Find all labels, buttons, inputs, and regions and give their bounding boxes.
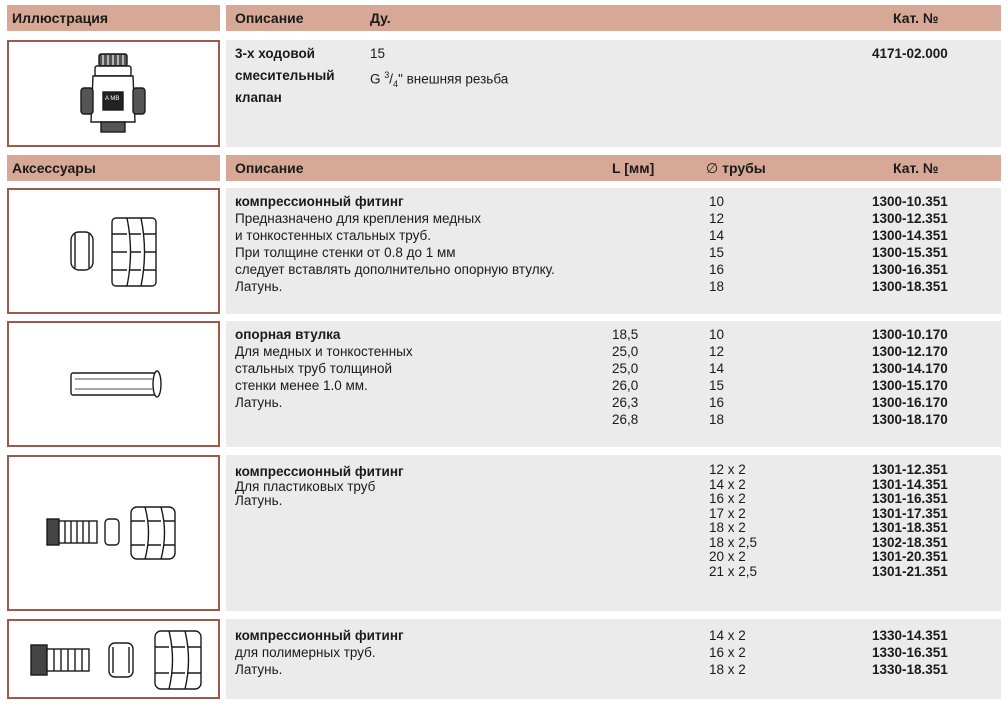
cat-number: 1301-18.351 <box>872 520 948 535</box>
cat-number: 1300-12.351 <box>872 211 948 226</box>
cat-number: 1300-14.351 <box>872 228 948 243</box>
pipe-size: 12 x 2 <box>709 462 746 477</box>
plastic-pipe-fitting-icon <box>9 457 218 609</box>
pipe-size: 18 <box>709 279 725 294</box>
header-illustration: Иллюстрация <box>12 10 108 26</box>
header-description: Описание <box>235 10 304 26</box>
sleeve-image-box <box>7 321 220 447</box>
length-value: 25,0 <box>612 344 639 359</box>
product-thread: G $^3/_4$" внешняя резьба <box>370 70 509 90</box>
row-4-cats <box>872 627 948 678</box>
product-name-line-3: клапан <box>235 90 282 105</box>
polymer-pipe-fitting-icon <box>9 621 218 697</box>
row-4-line: для полимерных труб. <box>235 645 376 660</box>
row-1-description-cell <box>226 188 1001 314</box>
row-2-line: стенки менее 1.0 мм. <box>235 378 368 393</box>
header-accessories: Аксессуары <box>12 160 96 176</box>
row-2-line: Латунь. <box>235 395 283 410</box>
row-3-line: Латунь. <box>235 493 283 508</box>
pipe-size: 10 <box>709 194 725 209</box>
row-2-cats <box>872 326 948 428</box>
pipe-size: 14 <box>709 228 725 243</box>
length-value: 26,8 <box>612 412 639 427</box>
header-cat: Кат. № <box>893 10 939 26</box>
pipe-size: 14 x 2 <box>709 628 746 643</box>
row-3-lines <box>235 480 375 508</box>
header2-description: Описание <box>235 160 304 176</box>
header-description-cell <box>226 5 1001 31</box>
cat-number: 1301-21.351 <box>872 563 948 579</box>
cat-number: 1300-15.170 <box>872 378 948 393</box>
header2-description-cell <box>226 155 1001 181</box>
row-2-description-cell <box>226 321 1001 447</box>
pipe-size: 18 x 2,5 <box>709 534 758 550</box>
pipe-size: 18 x 2 <box>709 662 746 677</box>
pipe-size: 16 x 2 <box>709 645 746 660</box>
support-sleeve-icon <box>9 323 218 445</box>
fitting-image-box-1 <box>7 188 220 314</box>
product-thread-num: 3 <box>384 70 390 80</box>
cat-number: 1300-10.351 <box>872 194 948 209</box>
row-1-line: следует вставлять дополнительно опорную втулку. <box>235 262 555 277</box>
pipe-size: 10 <box>709 327 725 342</box>
product-name-line-1: 3-х ходовой <box>235 46 315 61</box>
row-1-line: При толщине стенки от 0.8 до 1 мм <box>235 245 456 260</box>
cat-number: 1330-18.351 <box>872 662 948 677</box>
row-1-line: Латунь. <box>235 279 283 294</box>
compression-fitting-icon <box>9 190 218 312</box>
pipe-size: 15 <box>709 245 725 260</box>
pipe-size: 16 x 2 <box>709 491 746 506</box>
row-3-title: компрессионный фитинг <box>235 464 404 479</box>
row-1-cats <box>872 193 948 295</box>
pipe-size: 12 <box>709 344 725 359</box>
cat-number: 1300-18.170 <box>872 412 948 427</box>
row-3-cats <box>872 463 948 579</box>
cat-number: 1301-17.351 <box>872 505 948 521</box>
pipe-size: 16 <box>709 262 725 277</box>
plastic-fitting-image-box <box>7 455 220 611</box>
pipe-size: 18 <box>709 412 725 427</box>
pipe-size: 12 <box>709 211 725 226</box>
cat-number: 1300-15.351 <box>872 245 948 260</box>
row-4-lines <box>235 644 376 678</box>
row-1-line: и тонкостенных стальных труб. <box>235 228 432 243</box>
cat-number: 1330-16.351 <box>872 645 948 660</box>
pipe-size: 17 x 2 <box>709 505 746 521</box>
row-1-pipes <box>709 193 724 295</box>
pipe-size: 14 x 2 <box>709 476 746 492</box>
svg-text:A MB: A MB <box>105 96 120 102</box>
row-2-lines <box>235 343 413 411</box>
row-1-title: компрессионный фитинг <box>235 194 404 209</box>
row-4-title: компрессионный фитинг <box>235 628 404 643</box>
product-description-cell <box>226 40 1001 147</box>
cat-number: 1301-12.351 <box>872 462 948 477</box>
row-2-pipes <box>709 326 724 428</box>
row-3-line: Для пластиковых труб <box>235 479 376 494</box>
cat-number: 1301-16.351 <box>872 491 948 506</box>
pipe-size: 16 <box>709 395 725 410</box>
row-2-lengths <box>612 326 638 428</box>
cat-number: 1300-14.170 <box>872 361 948 376</box>
cat-number: 1301-20.351 <box>872 549 948 564</box>
header2-l: L [мм] <box>612 160 655 176</box>
cat-number: 1300-16.351 <box>872 262 948 277</box>
product-name-line-2: смесительный <box>235 68 335 83</box>
product-thread-den: 4 <box>393 79 399 90</box>
pipe-size: 21 x 2,5 <box>709 563 758 579</box>
product-thread-prefix: G <box>370 71 385 87</box>
pipe-size: 14 <box>709 361 725 376</box>
diameter-icon: ∅ <box>706 160 719 176</box>
row-2-title: опорная втулка <box>235 327 341 342</box>
product-thread-suffix: " внешняя резьба <box>398 71 509 87</box>
polymer-fitting-image-box <box>7 619 220 699</box>
cat-number: 1301-14.351 <box>872 476 948 492</box>
row-4-line: Латунь. <box>235 662 283 677</box>
row-4-description-cell <box>226 619 1001 699</box>
valve-image-box <box>7 40 220 147</box>
pipe-size: 20 x 2 <box>709 549 746 564</box>
header2-cat: Кат. № <box>893 160 939 176</box>
header-illustration-cell <box>7 5 220 31</box>
length-value: 26,3 <box>612 395 639 410</box>
cat-number: 1300-16.170 <box>872 395 948 410</box>
cat-number: 1302-18.351 <box>872 534 948 550</box>
row-4-pipes <box>709 627 746 678</box>
row-1-lines <box>235 210 555 295</box>
valve-icon <box>9 42 218 145</box>
row-2-line: Для медных и тонкостенных <box>235 344 413 359</box>
product-du: 15 <box>370 46 386 61</box>
row-3-pipes <box>709 463 757 579</box>
cat-number: 1300-18.351 <box>872 279 948 294</box>
header-accessories-cell <box>7 155 220 181</box>
cat-number: 1300-10.170 <box>872 327 948 342</box>
product-cat: 4171-02.000 <box>872 46 948 61</box>
row-2-line: стальных труб толщиной <box>235 361 393 376</box>
length-value: 18,5 <box>612 327 639 342</box>
header2-pipes: ∅ трубы <box>706 160 766 176</box>
length-value: 25,0 <box>612 361 639 376</box>
cat-number: 1330-14.351 <box>872 628 948 643</box>
header-du: Ду. <box>370 10 391 26</box>
row-1-line: Предназначено для крепления медных <box>235 211 481 226</box>
cat-number: 1300-12.170 <box>872 344 948 359</box>
length-value: 26,0 <box>612 378 639 393</box>
pipe-size: 18 x 2 <box>709 520 746 535</box>
pipe-size: 15 <box>709 378 725 393</box>
row-3-description-cell <box>226 455 1001 611</box>
